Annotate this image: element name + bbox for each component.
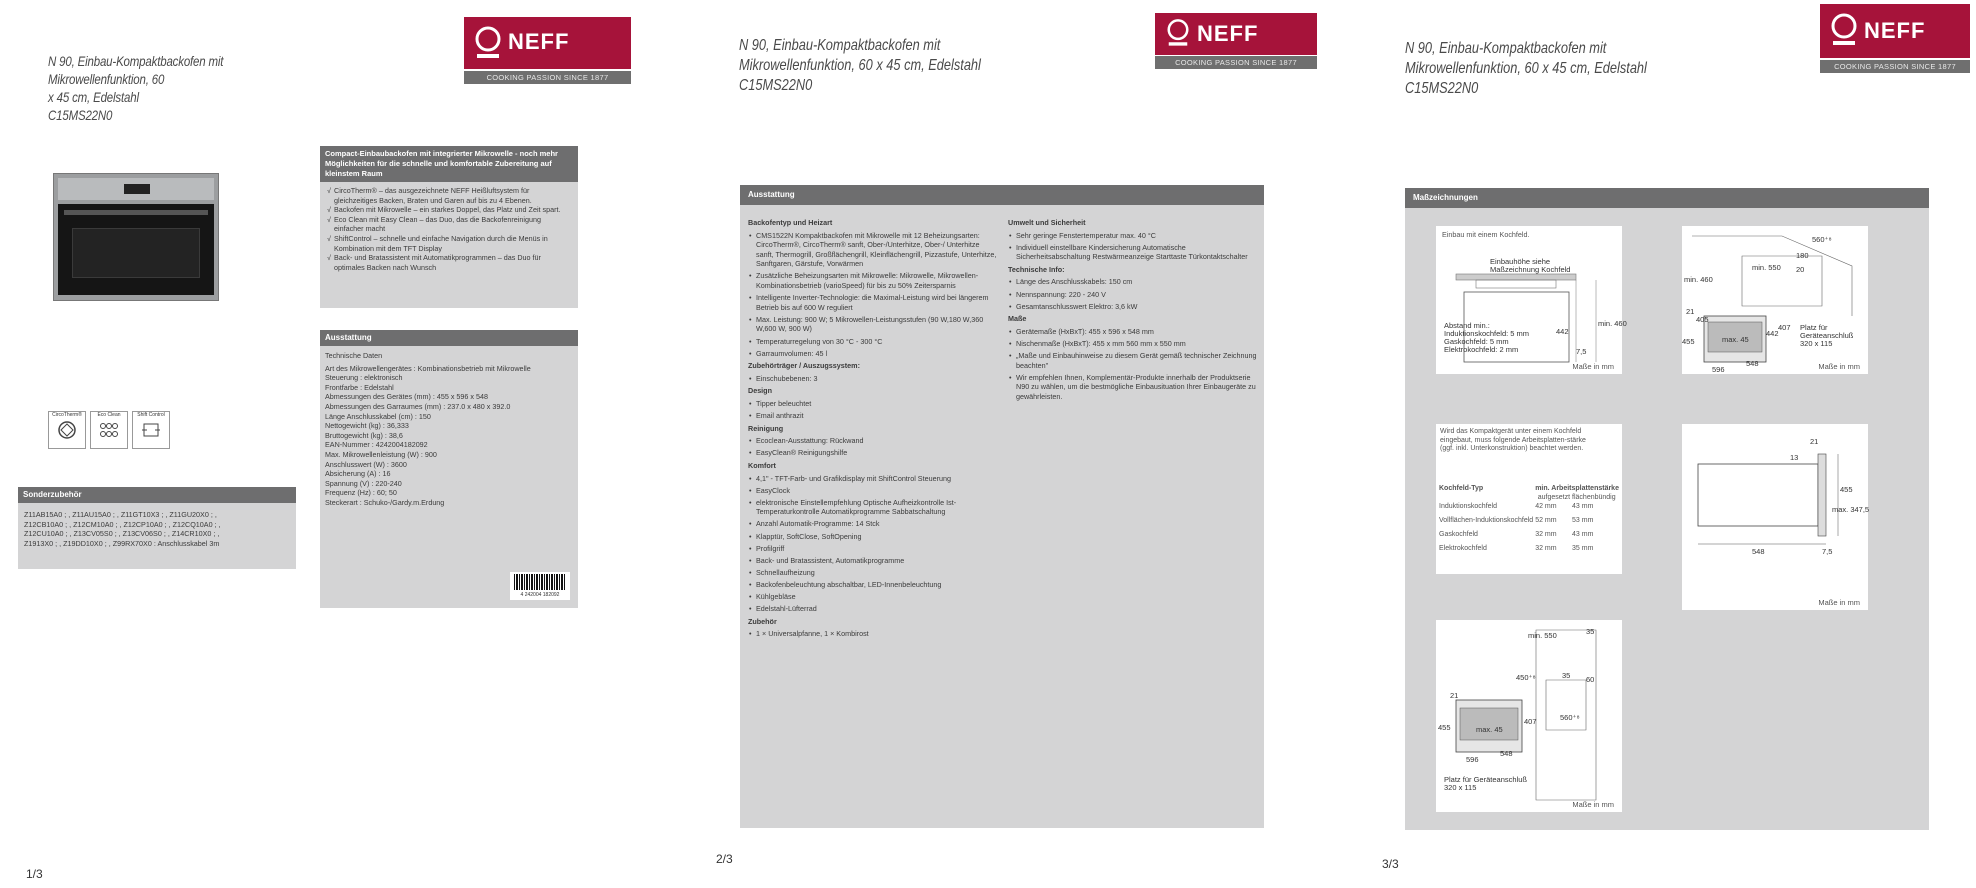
drawing-note: Gaskochfeld: 5 mm	[1444, 337, 1509, 346]
brand-tagline: COOKING PASSION SINCE 1877	[1820, 60, 1970, 73]
section-heading: Design	[748, 386, 772, 396]
barcode	[510, 572, 570, 600]
tech-data-line: Steuerung : elektronisch	[325, 373, 403, 383]
dim-label: 405	[1696, 315, 1709, 324]
table-cell: 35 mm	[1572, 545, 1594, 552]
dim-label: 13	[1790, 453, 1799, 462]
table-cell: Elektrokochfeld	[1439, 545, 1487, 552]
drawings-panel	[1405, 188, 1929, 830]
table-cell: Induktionskochfeld	[1439, 503, 1497, 510]
table-subheader: aufgesetzt	[1537, 494, 1571, 501]
tech-data-subheader: Technische Daten	[325, 351, 383, 360]
drawing-note: Elektrokochfeld: 2 mm	[1444, 345, 1519, 354]
icon-label: Eco Clean	[97, 412, 121, 418]
units-caption: Maße in mm	[1572, 362, 1614, 371]
table-cell: 53 mm	[1572, 517, 1594, 524]
section-list	[1008, 231, 1258, 262]
feature-item: • Nischenmaße (HxBxT): 455 x mm 560 mm x 550 mm	[1008, 339, 1258, 349]
dim-label: 442	[1766, 329, 1779, 338]
accessories-line: Z11AB15A0 ; , Z11AU15A0 ; , Z11GT10X3 ; , Z11GU20X0 ; ,	[24, 510, 217, 519]
tech-data-line: Frontfarbe : Edelstahl	[325, 382, 394, 392]
dim-label: 21	[1686, 307, 1695, 316]
feature-item: • Profilgriff	[748, 544, 998, 554]
shift-control-icon	[132, 411, 170, 449]
tech-data-line: Anschlusswert (W) : 3600	[325, 459, 407, 469]
tech-data-line: Max. Mikrowellenleistung (W) : 900	[325, 449, 437, 459]
feature-item: • Länge des Anschlusskabels: 150 cm	[1008, 277, 1258, 287]
feature-item: • Sehr geringe Fenstertemperatur max. 40 °C	[1008, 231, 1258, 241]
section-heading: Zubehör	[748, 616, 777, 626]
icon-label: Shift Control	[137, 412, 165, 418]
feature-item: • Email anthrazit	[748, 411, 998, 421]
title-line: Mikrowellenfunktion, 60 x 45 cm, Edelstahl	[1405, 60, 1647, 77]
tech-data-line: EAN-Nummer : 4242004182092	[325, 440, 428, 450]
accessories-panel	[18, 487, 296, 569]
dim-label: max. 45	[1722, 335, 1749, 344]
dim-label: 407	[1778, 323, 1791, 332]
accessories-line: Z1913X0 ; , Z19DD10X0 ; , Z99RX70X0 : Anschlusskabel 3m	[24, 538, 220, 548]
feature-item: • Einschubebenen: 3	[748, 374, 998, 384]
dim-label: 21	[1810, 437, 1819, 446]
dim-label: 560⁺⁸	[1560, 713, 1580, 722]
intro-item: √ Backofen mit Mikrowelle – ein starkes Doppel, das Platz und Zeit spart.	[326, 205, 572, 215]
feature-item: • EasyClock	[748, 486, 998, 496]
feature-item: • Max. Leistung: 900 W; 5 Mikrowellen-Leistungsstufen (90 W,180 W,360 W,600 W, 900 W)	[748, 315, 998, 334]
table-cell: 43 mm	[1572, 503, 1594, 510]
units-caption: Maße in mm	[1818, 598, 1860, 607]
omega-icon	[474, 24, 502, 62]
hob-drawing	[1436, 226, 1627, 374]
dim-label: 455	[1682, 337, 1695, 346]
dim-label: 455	[1840, 485, 1853, 494]
dim-label: 35	[1586, 627, 1595, 636]
feature-item: • Individuell einstellbare Kindersicherung Automatische Sicherheitsabschaltung Restwärmeanzeige Starttaste Türkontaktschalter	[1008, 243, 1258, 262]
drawing-note: Induktionskochfeld: 5 mm	[1444, 329, 1530, 338]
intro-panel	[320, 146, 578, 308]
tech-data-line: Länge Anschlusskabel (cm) : 150	[325, 411, 431, 421]
neff-logo	[1820, 4, 1970, 58]
tech-data-header: Ausstattung	[320, 330, 578, 346]
features-left-column	[748, 215, 998, 642]
feature-item: • Back- und Bratassistent, Automatikprogramme	[748, 556, 998, 566]
dim-label: 442	[1556, 327, 1569, 336]
section-heading: Backofentyp und Heizart	[748, 218, 833, 227]
barcode-number: 4 242004 182092	[520, 592, 560, 598]
drawing-note: Einbauhöhe siehe	[1490, 257, 1551, 266]
accessories-header: Sonderzubehör	[18, 487, 296, 503]
circotherm-icon	[48, 411, 86, 449]
intro-item: √ Eco Clean mit Easy Clean – das Duo, das die Backofenreinigung einfacher macht	[326, 215, 572, 234]
drawing-note: Platz für	[1800, 323, 1828, 332]
section-list	[748, 399, 998, 421]
dim-label: 560⁺⁸	[1812, 235, 1832, 244]
model-number: C15MS22N0	[1405, 80, 1479, 97]
feature-item: • Ecoclean-Ausstattung: Rückwand	[748, 436, 998, 446]
features-header: Ausstattung	[740, 185, 1264, 205]
title-line: x 45 cm, Edelstahl	[48, 89, 139, 105]
model-number: C15MS22N0	[739, 77, 813, 94]
tech-data-line: Art des Mikrowellengerätes : Kombinationsbetrieb mit Mikrowelle	[325, 363, 531, 373]
feature-item: • Temperaturregelung von 30 °C - 300 °C	[748, 337, 998, 347]
drawing-note: Maßzeichnung Kochfeld	[1490, 265, 1571, 274]
feature-item: • elektronische Einstellempfehlung Optische Aufheizkontrolle Ist-Temperaturkontrolle Automatikprogramme Sabbatschaltung	[748, 498, 998, 517]
section-list	[748, 231, 998, 359]
dim-label: 450⁺⁸	[1516, 673, 1536, 682]
feature-item: • 4,1" - TFT-Farb- und Grafikdisplay mit ShiftControl Steuerung	[748, 474, 998, 484]
feature-item: • Schnellaufheizung	[748, 568, 998, 578]
section-heading: Technische Info:	[1008, 264, 1065, 274]
worktop-table	[1438, 484, 1620, 553]
dim-label: 548	[1500, 749, 1513, 758]
feature-item: • Tipper beleuchtet	[748, 399, 998, 409]
section-list	[748, 474, 998, 614]
tech-data-line: Frequenz (Hz) : 60; 50	[325, 488, 397, 498]
feature-item: • Kühlgebläse	[748, 592, 998, 602]
dim-label: 596	[1712, 365, 1725, 374]
section-heading: Maße	[1008, 314, 1027, 324]
dim-label: 21	[1450, 691, 1459, 700]
table-subheader: flächenbündig	[1572, 494, 1616, 501]
drawing-tall-cabinet	[1436, 620, 1622, 812]
page-number: 2/3	[716, 852, 733, 866]
dim-label: min. 460	[1684, 275, 1713, 284]
section-heading: Zubehörträger / Auszugssystem:	[748, 361, 860, 371]
dim-label: 35	[1562, 671, 1571, 680]
title-line: Mikrowellenfunktion, 60 x 45 cm, Edelstahl	[739, 57, 981, 74]
title-line: N 90, Einbau-Kompaktbackofen mit	[1405, 40, 1607, 57]
tall-cabinet-drawing	[1436, 620, 1622, 812]
section-heading: Komfort	[748, 460, 776, 470]
section-heading: Reinigung	[748, 423, 784, 433]
dim-label: 407	[1524, 717, 1537, 726]
feature-item: • Intelligente Inverter-Technologie: die Maximal-Leistung wird bei längerem Betrieb bis auf 600 W reguliert	[748, 293, 998, 312]
brand-name: NEFF	[508, 29, 570, 54]
page-number: 1/3	[26, 867, 43, 881]
tech-data-line: Steckerart : Schuko-/Gardy.m.Erdung	[325, 497, 445, 507]
tech-data-line: Absicherung (A) : 16	[325, 469, 391, 479]
tech-data-line: Abmessungen des Gerätes (mm) : 455 x 596 x 548	[325, 392, 488, 402]
tech-data-panel	[320, 330, 578, 608]
drawing-note: Abstand min.:	[1444, 321, 1490, 330]
niche-drawing	[1682, 226, 1868, 374]
dim-label: max. 347,5	[1832, 505, 1870, 514]
dim-label: 20	[1796, 265, 1805, 274]
feature-item: • EasyClean® Reinigungshilfe	[748, 448, 998, 458]
drawings-header: Maßzeichnungen	[1405, 188, 1929, 208]
tech-data-lines	[325, 364, 573, 508]
side-view-drawing	[1682, 424, 1868, 584]
feature-item: • Edelstahl-Lüfterrad	[748, 604, 998, 614]
worktop-thickness-table	[1436, 424, 1622, 574]
brand-tagline: COOKING PASSION SINCE 1877	[1155, 56, 1317, 69]
dim-label: min. 550	[1528, 631, 1557, 640]
units-caption: Maße in mm	[1818, 362, 1860, 371]
feature-item: • Wir empfehlen Ihnen, Komplementär-Produkte innerhalb der Produktserie N90 zu wählen, um die bestmögliche Einbausituation Ihrer Einbaugeräte zu gewährleisten.	[1008, 373, 1258, 402]
dim-label: max. 45	[1476, 725, 1503, 734]
table-cell: Gaskochfeld	[1439, 531, 1478, 538]
tech-data-line: Spannung (V) : 220-240	[325, 478, 402, 488]
features-right-column	[1008, 215, 1258, 405]
section-heading: Umwelt und Sicherheit	[1008, 218, 1086, 227]
neff-logo	[464, 17, 631, 69]
table-cell: 43 mm	[1572, 531, 1594, 538]
icon-label: CircoTherm®	[52, 412, 82, 418]
table-header: min. Arbeitsplattenstärke	[1535, 485, 1619, 492]
product-title	[739, 36, 1043, 96]
tech-data-line: Abmessungen des Garraumes (mm) : 237.0 x 480 x 392.0	[325, 401, 511, 411]
feature-item: • Klapptür, SoftClose, SoftOpening	[748, 532, 998, 542]
dim-label: 180	[1796, 251, 1809, 260]
drawing-note: Geräteanschluß	[1800, 331, 1854, 340]
dim-label: 596	[1466, 755, 1479, 764]
omega-icon	[1830, 11, 1858, 49]
drawing-niche-installation	[1682, 226, 1868, 374]
table-cell: 32 mm	[1535, 545, 1557, 552]
drawing-title: Einbau mit einem Kochfeld.	[1442, 230, 1530, 239]
table-row	[1438, 511, 1620, 525]
accessories-line: Z12CU10A0 ; , Z13CV05S0 ; , Z13CV06S0 ; , Z14CR10X0 ; ,	[24, 529, 220, 539]
omega-icon	[1165, 17, 1191, 49]
table-cell: Vollflächen-Induktionskochfeld	[1439, 517, 1534, 524]
brand-name: NEFF	[1197, 21, 1259, 46]
intro-item: √ CircoTherm® – das ausgezeichnete NEFF Heißluftsystem für gleichzeitiges Backen, Braten und Garen auf bis zu 4 Ebenen.	[326, 186, 572, 205]
intro-item: √ ShiftControl – schnelle und einfache Navigation durch die Menüs in Kombination mit dem TFT Display	[326, 234, 572, 253]
table-row	[1438, 525, 1620, 539]
title-line: N 90, Einbau-Kompaktbackofen mit Mikrowellenfunktion, 60	[48, 53, 224, 87]
section-list	[748, 374, 998, 384]
eco-clean-icon	[90, 411, 128, 449]
table-cell: 52 mm	[1535, 517, 1557, 524]
model-number: C15MS22N0	[48, 107, 113, 123]
feature-item: • „Maße und Einbauhinweise zu diesem Gerät gemäß technischer Zeichnung beachten"	[1008, 351, 1258, 370]
table-row	[1438, 539, 1620, 553]
intro-list	[320, 182, 578, 276]
dim-label: 7,5	[1576, 347, 1587, 356]
feature-item: • Gerätemaße (HxBxT): 455 x 596 x 548 mm	[1008, 327, 1258, 337]
section-list	[1008, 277, 1258, 311]
section-list	[1008, 327, 1258, 402]
table-cell: 32 mm	[1535, 531, 1557, 538]
drawing-note: 320 x 115	[1800, 339, 1833, 348]
section-list	[748, 436, 998, 458]
brand-name: NEFF	[1864, 18, 1926, 43]
oven-image	[53, 173, 219, 301]
features-panel	[740, 185, 1264, 828]
table-header: Kochfeld-Typ	[1439, 485, 1484, 492]
feature-item: • 1 × Universalpfanne, 1 × Kombirost	[748, 629, 998, 639]
units-caption: Maße in mm	[1572, 800, 1614, 809]
dim-label: 60	[1586, 675, 1595, 684]
table-row	[1438, 502, 1620, 511]
feature-item: • CMS1522N Kompaktbackofen mit Mikrowelle mit 12 Beheizungsarten: CircoTherm®, CircoTherm® sanft, Ober-/Unterhitze, Ober-/ Unterhitze sanft, Thermogrill, Großflächengrill, Kleinflächengrill, Pizzastufe, Unterhitze, Sanftgaren, Gärstufe, Vorwärmen	[748, 231, 998, 269]
product-title	[1405, 39, 1709, 99]
tech-data-line: Bruttogewicht (kg) : 38,6	[325, 430, 403, 440]
title-line: N 90, Einbau-Kompaktbackofen mit	[739, 37, 941, 54]
page-number: 3/3	[1382, 857, 1399, 871]
tech-data-line: Nettogewicht (kg) : 36,333	[325, 421, 409, 431]
neff-logo	[1155, 13, 1317, 55]
dim-label: min. 460	[1598, 319, 1627, 328]
brand-tagline: COOKING PASSION SINCE 1877	[464, 71, 631, 84]
feature-item: • Nennspannung: 220 - 240 V	[1008, 290, 1258, 300]
feature-item: • Garraumvolumen: 45 l	[748, 349, 998, 359]
intro-header: Compact-Einbaubackofen mit integrierter Mikrowelle - noch mehr Möglichkeiten für die schnelle und komfortable Zubereitung auf kleinstem Raum	[320, 146, 578, 182]
dim-label: 548	[1752, 547, 1765, 556]
dim-label: 455	[1438, 723, 1451, 732]
feature-item: • Backofenbeleuchtung abschaltbar, LED-Innenbeleuchtung	[748, 580, 998, 590]
section-list	[748, 629, 998, 639]
table-intro: Wird das Kompaktgerät unter einem Kochfeld eingebaut, muss folgende Arbeitsplatten-stärke (ggf. inkl. Unterkonstruktion) beachtet werden.	[1440, 428, 1586, 452]
drawing-note: Platz für Geräteanschluß	[1444, 775, 1527, 784]
feature-item: • Zusätzliche Beheizungsarten mit Mikrowelle: Mikrowelle, Mikrowellen-Kombinationsbetrieb (varioSpeed) für bis zu 50% Zeitersparnis	[748, 271, 998, 290]
dim-label: min. 550	[1752, 263, 1781, 272]
feature-icons	[48, 411, 168, 449]
dim-label: 548	[1746, 359, 1759, 368]
accessories-line: Z12CB10A0 ; , Z12CM10A0 ; , Z12CP10A0 ; , Z12CQ10A0 ; ,	[24, 519, 221, 529]
feature-item: • Anzahl Automatik-Programme: 14 Stck	[748, 519, 998, 529]
dim-label: 7,5	[1822, 547, 1833, 556]
product-title	[48, 52, 310, 124]
drawing-note: 320 x 115	[1444, 783, 1477, 792]
drawing-hob-installation	[1436, 226, 1627, 374]
table-cell: 42 mm	[1535, 503, 1557, 510]
feature-item: • Gesamtanschlusswert Elektro: 3,6 kW	[1008, 302, 1258, 312]
drawing-side-view	[1682, 424, 1868, 610]
intro-item: √ Back- und Bratassistent mit Automatikprogrammen – das Duo für optimales Backen nach Wunsch	[326, 253, 572, 272]
